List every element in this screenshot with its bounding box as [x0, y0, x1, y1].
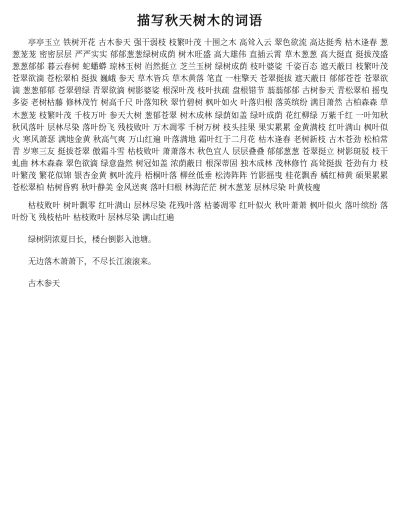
- poem-line-1: 绿树阴浓夏日长，楼台倒影入池塘。: [28, 235, 156, 245]
- page-title: 描写秋天树木的词语: [136, 14, 263, 29]
- poem-line-2: 无边落木萧萧下，不尽长江滚滚来。: [28, 257, 156, 267]
- main-paragraph: 亭亭玉立 铁树开花 古木参天 强干弱枝 枝繁叶茂 十围之木 高耸入云 翠色欲流 高达挺秀 枯木逢春 葱葱茏茏 密密层层 严严实实 郁郁葱葱绿树成荫 树木旺盛 高大雄伟 直插云霄 草木葱葱 高大挺直 挺拔茂盛 葱葱郁郁 暮云春树 蛇蟠蟒 琼林玉树 岿然挺立 芝兰玉树 绿树成荫 枝叶婆娑 千姿百态 遮天蔽日 枝繁叶茂 苍翠欲滴 苍松翠柏 挺拔 巍峨 参天 草木皆兵 草木黄落 笔直 一柱擎天 苍翠挺拔 遮天蔽日 郁郁苍苍 苍翠欲滴 葱葱郁郁 苍翠碧绿 青翠欲滴 树影婆娑 根深叶茂 枝叶扶疏 盘根错节 蓊蓊郁郁 古树参天 青松翠柏 摇曳多姿 老树枯藤 修林茂竹 树高千尺 叶落知秋 翠竹碧树 枫叶如火 叶落归根 落英缤纷 满目萧然 古柏森森 草木葱茏 枝繁叶茂 千枝万叶 参天大树 葱郁苍翠 树木成林 绿荫如盖 绿叶成荫 花红柳绿 万紫千红 一叶知秋 秋风落叶 层林尽染 落叶纷飞 残枝败叶 万木凋零 千树万树 枝头挂果 果实累累 金黄满枝 红叶满山 枫叶似火 寒风萧瑟 满地金黄 秋高气爽 万山红遍 叶落满地 霜叶红于二月花 枯木逢春 老树新枝 古木苍劲 松柏常青 岁寒三友 挺拔苍翠 傲霜斗雪 枯枝败叶 萧萧落木 秋色宜人 层层叠叠 郁郁葱葱 苍翠挺立 树影斑驳 枝干虬曲 林木森森 翠色欲滴 绿意盎然 树冠如盖 浓荫蔽日 根深蒂固 独木成林 茂林修竹 高耸挺拔 苍劲有力 枝叶繁茂 繁花似锦 银杏金黄 枫叶流丹 梧桐叶落 柳丝低垂 松涛阵阵 竹影摇曳 桂花飘香 橘红柿黄 硕果累累 苍松翠柏 枯树昏鸦 秋叶静美 金风送爽 落叶归根 林海茫茫 树木葱茏 层林尽染 叶黄枝瘦: [12, 38, 388, 193]
- closing-phrase: 古木参天: [28, 279, 60, 289]
- extra-paragraph: 枯枝败叶 树叶飘零 红叶满山 层林尽染 花残叶落 枯萎凋零 红叶似火 秋叶萧萧 枫叶似火 落叶缤纷 落叶纷飞 残枝枯叶 枯枝败叶 层林尽染 满山红遍: [12, 201, 388, 223]
